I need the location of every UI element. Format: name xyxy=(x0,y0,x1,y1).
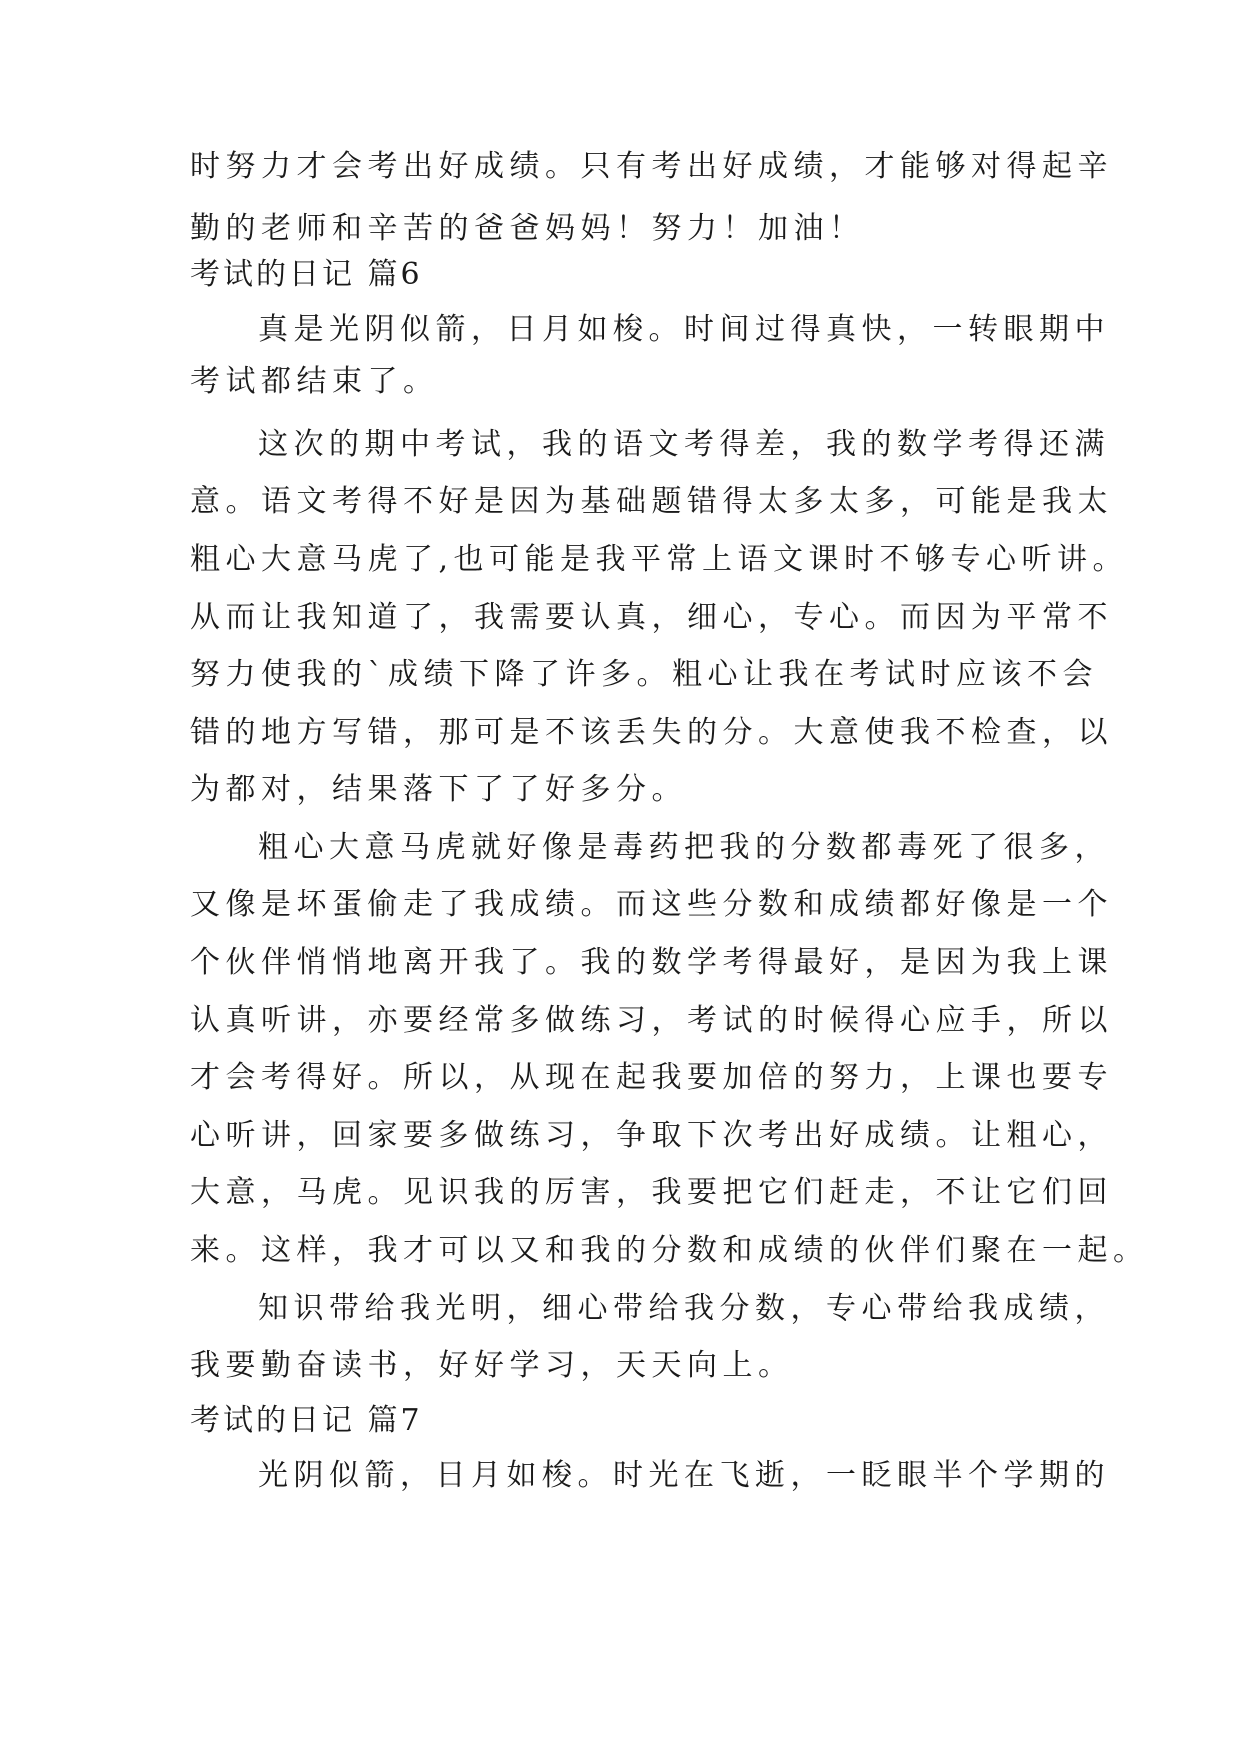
text-line: 来。这样，我才可以又和我的分数和成绩的伙伴们聚在一起。 xyxy=(190,1233,1149,1268)
text-line: 光阴似箭，日月如梭。时光在飞逝，一眨眼半个学期的 xyxy=(258,1458,1110,1493)
text-line: 时努力才会考出好成绩。只有考出好成绩，才能够对得起辛 xyxy=(190,149,1113,184)
text-line: 从而让我知道了，我需要认真，细心，专心。而因为平常不 xyxy=(190,600,1113,635)
text-line: 真是光阴似箭，日月如梭。时间过得真快，一转眼期中 xyxy=(258,312,1110,347)
text-line: 个伙伴悄悄地离开我了。我的数学考得最好，是因为我上课 xyxy=(190,945,1113,980)
text-line: 错的地方写错，那可是不该丢失的分。大意使我不检查，以 xyxy=(190,715,1113,750)
text-line: 意。语文考得不好是因为基础题错得太多太多，可能是我太 xyxy=(190,484,1113,519)
text-line: 大意，马虎。见识我的厉害，我要把它们赶走，不让它们回 xyxy=(190,1175,1113,1210)
text-line: 努力使我的`成绩下降了许多。粗心让我在考试时应该不会 xyxy=(190,657,1098,692)
text-line: 勤的老师和辛苦的爸爸妈妈！努力！加油！ xyxy=(190,211,865,246)
text-line: 又像是坏蛋偷走了我成绩。而这些分数和成绩都好像是一个 xyxy=(190,887,1113,922)
text-line: 粗心大意马虎了,也可能是我平常上语文课时不够专心听讲。 xyxy=(190,542,1129,577)
section-heading: 考试的日记 篇6 xyxy=(190,257,423,292)
text-line: 才会考得好。所以，从现在起我要加倍的努力，上课也要专 xyxy=(190,1060,1113,1095)
text-line: 心听讲，回家要多做练习，争取下次考出好成绩。让粗心， xyxy=(190,1118,1113,1153)
section-heading: 考试的日记 篇7 xyxy=(190,1403,423,1438)
text-line: 这次的期中考试，我的语文考得差，我的数学考得还满 xyxy=(258,427,1110,462)
text-line: 考试都结束了。 xyxy=(190,364,439,399)
text-line: 为都对，结果落下了了好多分。 xyxy=(190,772,687,807)
text-line: 我要勤奋读书，好好学习，天天向上。 xyxy=(190,1348,794,1383)
text-line: 认真听讲，亦要经常多做练习，考试的时候得心应手，所以 xyxy=(190,1003,1113,1038)
text-line: 粗心大意马虎就好像是毒药把我的分数都毒死了很多， xyxy=(258,830,1110,865)
text-line: 知识带给我光明，细心带给我分数，专心带给我成绩， xyxy=(258,1291,1110,1326)
